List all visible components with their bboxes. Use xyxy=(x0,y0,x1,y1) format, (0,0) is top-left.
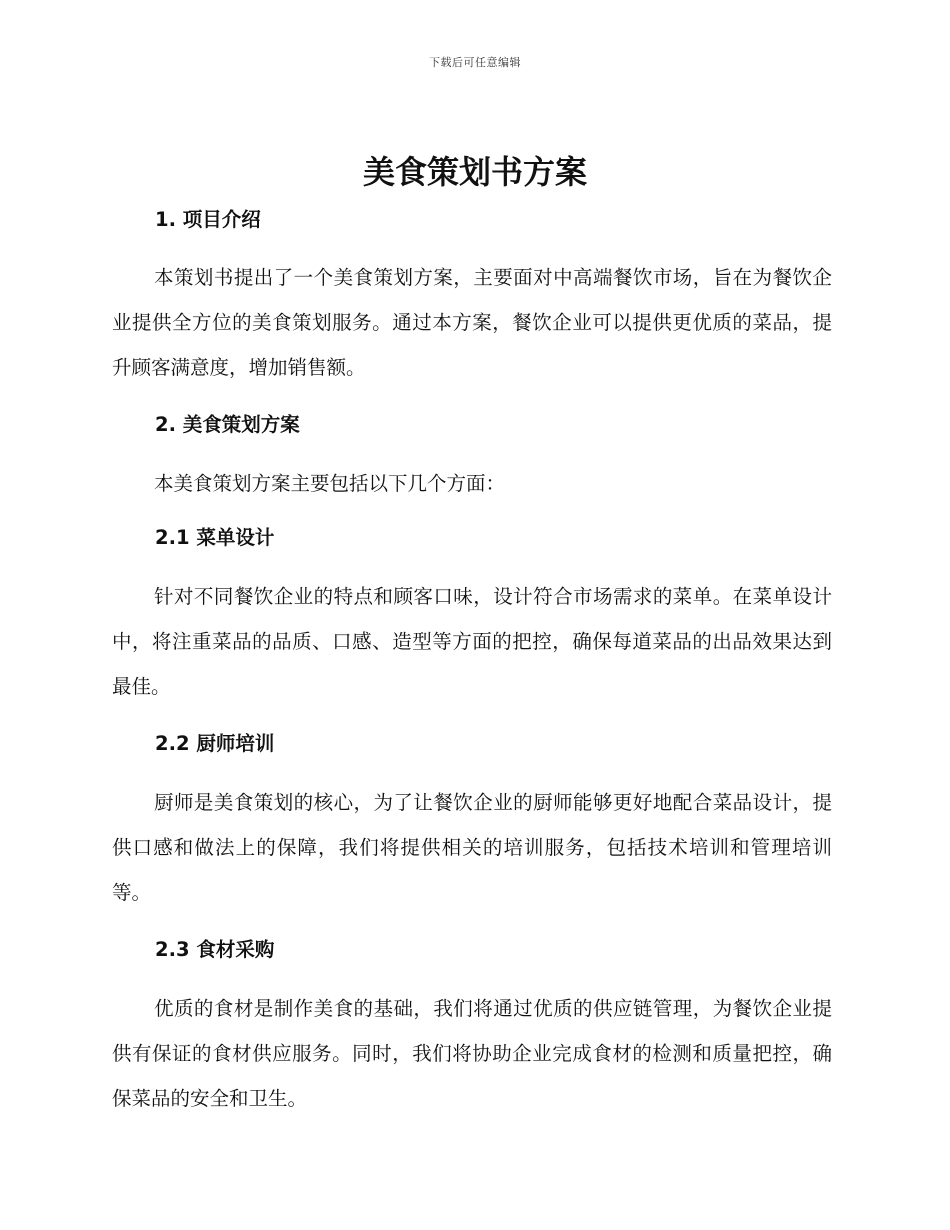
section-paragraph: 针对不同餐饮企业的特点和顾客口味，设计符合市场需求的菜单。在菜单设计中，将注重菜品的品质、口感、造型等方面的把控，确保每道菜品的出品效果达到最佳。 xyxy=(112,585,832,698)
section-paragraph: 优质的食材是制作美食的基础，我们将通过优质的供应链管理，为餐饮企业提供有保证的食材供应服务。同时，我们将协助企业完成食材的检测和质量把控，确保菜品的安全和卫生。 xyxy=(112,997,832,1110)
section-project-intro xyxy=(112,200,832,390)
section-heading: 2.2 厨师培训 xyxy=(155,732,275,755)
section-paragraph: 本美食策划方案主要包括以下几个方面： xyxy=(154,472,506,495)
section-heading: 2.1 菜单设计 xyxy=(155,526,275,549)
section-paragraph: 本策划书提出了一个美食策划方案，主要面对中高端餐饮市场，旨在为餐饮企业提供全方位的美食策划服务。通过本方案，餐饮企业可以提供更优质的菜品，提升顾客满意度，增加销售额。 xyxy=(112,266,832,379)
header-note: 下载后可任意编辑 xyxy=(429,56,521,69)
section-paragraph: 厨师是美食策划的核心，为了让餐饮企业的厨师能够更好地配合菜品设计，提供口感和做法上的保障，我们将提供相关的培训服务，包括技术培训和管理培训等。 xyxy=(112,791,832,904)
section-heading: 2.3 食材采购 xyxy=(155,938,275,961)
section-ingredient-procurement xyxy=(112,930,832,1121)
section-menu-design xyxy=(112,518,832,709)
section-food-plan xyxy=(112,405,832,506)
document-title: 美食策划书方案 xyxy=(362,153,587,191)
section-heading: 1. 项目介绍 xyxy=(155,208,261,231)
section-chef-training xyxy=(112,724,832,915)
section-heading: 2. 美食策划方案 xyxy=(155,413,300,436)
document-body xyxy=(112,200,832,1121)
